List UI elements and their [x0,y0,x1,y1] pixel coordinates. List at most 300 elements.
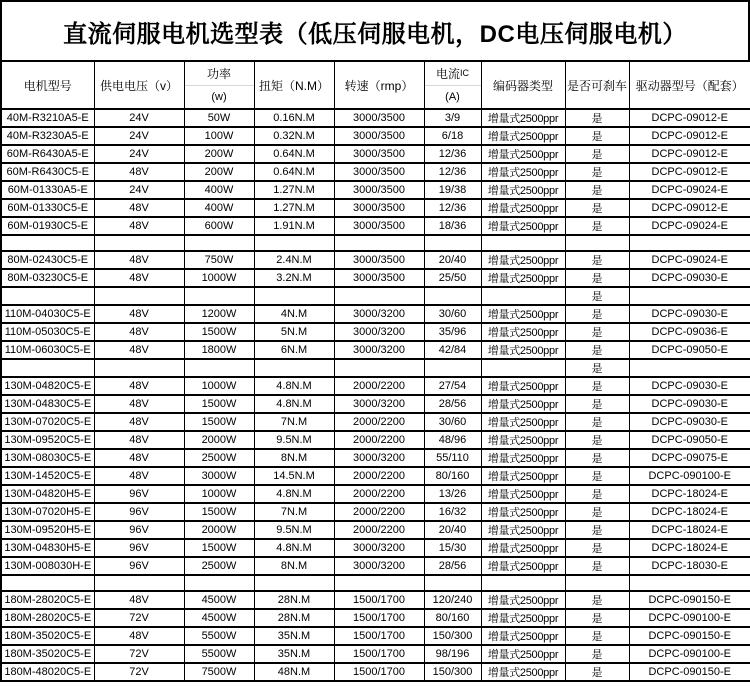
cell-torque: 9.5N.M [254,521,334,539]
cell-power [184,575,254,591]
cell-torque [254,235,334,251]
table-row [1,163,750,181]
table-row [1,591,750,609]
cell-model: 180M-35020C5-E [1,627,94,645]
cell-speed: 1500/1700 [334,663,424,681]
cell-voltage: 48V [94,217,184,235]
cell-brake: 是 [565,557,629,575]
cell-brake: 是 [565,413,629,431]
col-header-torque: 扭矩（N.M） [254,61,334,109]
cell-driver [629,575,750,591]
cell-brake: 是 [565,521,629,539]
cell-current: 6/18 [424,127,481,145]
cell-torque: 4N.M [254,305,334,323]
cell-torque: 9.5N.M [254,431,334,449]
cell-driver: DCPC-09024-E [629,181,750,199]
cell-encoder: 增量式2500ppr [481,251,565,269]
cell-voltage: 48V [94,251,184,269]
cell-speed: 3000/3500 [334,109,424,127]
cell-current: 13/26 [424,485,481,503]
cell-model: 130M-09520C5-E [1,431,94,449]
cell-encoder: 增量式2500ppr [481,323,565,341]
cell-power: 600W [184,217,254,235]
cell-current: 27/54 [424,377,481,395]
cell-voltage: 48V [94,323,184,341]
cell-model: 80M-02430C5-E [1,251,94,269]
cell-voltage: 48V [94,305,184,323]
cell-speed: 1500/1700 [334,609,424,627]
cell-encoder: 增量式2500ppr [481,539,565,557]
cell-speed: 3000/3200 [334,341,424,359]
cell-power: 7500W [184,663,254,681]
cell-power: 5500W [184,627,254,645]
cell-brake: 是 [565,591,629,609]
cell-torque [254,359,334,377]
cell-voltage: 48V [94,269,184,287]
cell-power: 1500W [184,503,254,521]
header-row [1,61,750,109]
cell-driver: DCPC-09036-E [629,323,750,341]
cell-encoder: 增量式2500ppr [481,627,565,645]
motor-selection-table [0,60,750,682]
cell-driver: DCPC-090150-E [629,591,750,609]
cell-speed: 2000/2200 [334,503,424,521]
cell-speed: 3000/3200 [334,395,424,413]
cell-encoder [481,287,565,305]
cell-voltage: 48V [94,199,184,217]
cell-encoder: 增量式2500ppr [481,663,565,681]
cell-encoder: 增量式2500ppr [481,467,565,485]
cell-torque: 0.16N.M [254,109,334,127]
cell-driver [629,235,750,251]
table-row [1,627,750,645]
cell-speed: 2000/2200 [334,467,424,485]
col-header-current-unit: (A) [425,85,481,109]
cell-driver: DCPC-18030-E [629,557,750,575]
col-header-brake: 是否可刹车 [565,61,629,109]
cell-brake: 是 [565,251,629,269]
cell-speed: 3000/3200 [334,557,424,575]
cell-encoder: 增量式2500ppr [481,341,565,359]
cell-brake: 是 [565,145,629,163]
col-header-power-label: 功率 [206,66,231,81]
cell-speed: 1500/1700 [334,591,424,609]
cell-voltage: 72V [94,609,184,627]
table-row [1,359,750,377]
cell-brake [565,235,629,251]
cell-encoder: 增量式2500ppr [481,269,565,287]
cell-power: 100W [184,127,254,145]
cell-brake: 是 [565,467,629,485]
cell-power [184,235,254,251]
table-row [1,377,750,395]
cell-model: 60M-R6430A5-E [1,145,94,163]
cell-encoder: 增量式2500ppr [481,591,565,609]
cell-power: 2500W [184,557,254,575]
cell-model: 130M-14520C5-E [1,467,94,485]
cell-current: 150/300 [424,663,481,681]
cell-speed: 3000/3200 [334,305,424,323]
cell-brake: 是 [565,539,629,557]
cell-speed [334,235,424,251]
cell-encoder: 增量式2500ppr [481,127,565,145]
cell-encoder: 增量式2500ppr [481,109,565,127]
cell-power: 400W [184,199,254,217]
cell-encoder: 增量式2500ppr [481,645,565,663]
cell-driver: DCPC-09012-E [629,109,750,127]
cell-current: 80/160 [424,467,481,485]
cell-driver: DCPC-09012-E [629,127,750,145]
cell-model: 180M-28020C5-E [1,591,94,609]
cell-driver: DCPC-09012-E [629,199,750,217]
cell-model: 130M-08030C5-E [1,449,94,467]
cell-torque: 1.27N.M [254,199,334,217]
cell-torque: 35N.M [254,645,334,663]
cell-current: 25/50 [424,269,481,287]
cell-current: 42/84 [424,341,481,359]
cell-current: 48/96 [424,431,481,449]
cell-brake: 是 [565,609,629,627]
cell-model: 40M-R3230A5-E [1,127,94,145]
cell-model [1,235,94,251]
cell-brake: 是 [565,503,629,521]
cell-torque: 0.64N.M [254,145,334,163]
cell-encoder: 增量式2500ppr [481,609,565,627]
cell-torque: 1.91N.M [254,217,334,235]
cell-brake: 是 [565,109,629,127]
cell-brake: 是 [565,431,629,449]
cell-power: 4500W [184,591,254,609]
table-row [1,645,750,663]
cell-current: 120/240 [424,591,481,609]
cell-speed [334,575,424,591]
cell-power: 400W [184,181,254,199]
cell-torque: 1.27N.M [254,181,334,199]
cell-encoder: 增量式2500ppr [481,521,565,539]
cell-torque: 48N.M [254,663,334,681]
table-row [1,235,750,251]
cell-current: 80/160 [424,609,481,627]
cell-current: 28/56 [424,395,481,413]
table-row [1,521,750,539]
cell-driver: DCPC-090100-E [629,467,750,485]
cell-voltage: 96V [94,485,184,503]
cell-voltage: 48V [94,467,184,485]
cell-model [1,287,94,305]
cell-current: 28/56 [424,557,481,575]
table-row [1,431,750,449]
cell-power: 1500W [184,395,254,413]
table-row [1,485,750,503]
cell-driver: DCPC-09012-E [629,163,750,181]
cell-driver [629,359,750,377]
cell-speed: 3000/3200 [334,449,424,467]
cell-power: 1200W [184,305,254,323]
cell-voltage [94,575,184,591]
cell-current: 19/38 [424,181,481,199]
cell-torque: 4.8N.M [254,539,334,557]
cell-power: 1500W [184,539,254,557]
cell-brake [565,575,629,591]
cell-torque [254,287,334,305]
cell-torque: 14.5N.M [254,467,334,485]
cell-speed: 3000/3500 [334,251,424,269]
cell-model [1,575,94,591]
cell-voltage: 24V [94,145,184,163]
table-row [1,575,750,591]
cell-power: 3000W [184,467,254,485]
cell-voltage [94,359,184,377]
cell-voltage: 48V [94,341,184,359]
cell-driver: DCPC-09075-E [629,449,750,467]
cell-speed: 3000/3500 [334,163,424,181]
col-header-voltage: 供电电压（v） [94,61,184,109]
table-row [1,217,750,235]
cell-speed: 2000/2200 [334,431,424,449]
cell-driver: DCPC-090150-E [629,663,750,681]
col-header-model: 电机型号 [1,61,94,109]
cell-brake: 是 [565,359,629,377]
cell-model: 40M-R3210A5-E [1,109,94,127]
cell-torque: 2.4N.M [254,251,334,269]
cell-brake: 是 [565,199,629,217]
cell-encoder: 增量式2500ppr [481,181,565,199]
cell-speed: 2000/2200 [334,377,424,395]
cell-speed: 3000/3500 [334,217,424,235]
cell-current: 15/30 [424,539,481,557]
cell-brake: 是 [565,181,629,199]
table-row [1,467,750,485]
cell-voltage: 96V [94,503,184,521]
cell-model: 130M-008030H-E [1,557,94,575]
cell-model: 180M-48020C5-E [1,663,94,681]
cell-torque: 4.8N.M [254,485,334,503]
cell-driver: DCPC-09030-E [629,269,750,287]
cell-voltage: 48V [94,627,184,645]
cell-current: 12/36 [424,199,481,217]
cell-brake: 是 [565,341,629,359]
cell-voltage: 48V [94,591,184,609]
cell-model: 110M-04030C5-E [1,305,94,323]
col-header-current-label-suffix: IC [460,68,469,79]
cell-current: 55/110 [424,449,481,467]
cell-driver: DCPC-090150-E [629,627,750,645]
cell-power [184,359,254,377]
cell-power: 200W [184,145,254,163]
cell-current: 20/40 [424,251,481,269]
cell-voltage: 48V [94,449,184,467]
cell-model: 80M-03230C5-E [1,269,94,287]
cell-torque: 8N.M [254,557,334,575]
cell-driver: DCPC-09030-E [629,305,750,323]
cell-voltage: 48V [94,413,184,431]
cell-speed: 2000/2200 [334,485,424,503]
cell-model: 130M-04830H5-E [1,539,94,557]
cell-torque: 7N.M [254,503,334,521]
cell-power: 750W [184,251,254,269]
cell-power: 4500W [184,609,254,627]
cell-speed [334,287,424,305]
cell-model [1,359,94,377]
cell-driver: DCPC-09024-E [629,217,750,235]
cell-voltage [94,235,184,251]
cell-encoder [481,235,565,251]
table-row [1,539,750,557]
cell-speed: 3000/3500 [334,269,424,287]
cell-brake: 是 [565,627,629,645]
cell-model: 130M-04820H5-E [1,485,94,503]
col-header-power [184,61,254,109]
cell-speed: 3000/3200 [334,539,424,557]
cell-torque: 4.8N.M [254,395,334,413]
cell-power [184,287,254,305]
cell-torque: 0.64N.M [254,163,334,181]
table-row [1,609,750,627]
cell-encoder: 增量式2500ppr [481,377,565,395]
cell-model: 180M-35020C5-E [1,645,94,663]
cell-voltage: 96V [94,521,184,539]
cell-encoder: 增量式2500ppr [481,503,565,521]
cell-current [424,359,481,377]
cell-power: 1000W [184,269,254,287]
cell-encoder: 增量式2500ppr [481,557,565,575]
cell-brake: 是 [565,163,629,181]
cell-encoder: 增量式2500ppr [481,485,565,503]
cell-power: 1000W [184,485,254,503]
col-header-speed: 转速（rmp） [334,61,424,109]
cell-speed: 3000/3500 [334,181,424,199]
cell-model: 130M-07020H5-E [1,503,94,521]
cell-brake: 是 [565,269,629,287]
cell-speed: 3000/3200 [334,323,424,341]
cell-model: 60M-01330A5-E [1,181,94,199]
cell-brake: 是 [565,395,629,413]
cell-brake: 是 [565,305,629,323]
cell-voltage: 96V [94,539,184,557]
table-row [1,449,750,467]
table-row [1,109,750,127]
cell-current: 98/196 [424,645,481,663]
table-row [1,199,750,217]
cell-brake: 是 [565,217,629,235]
cell-driver: DCPC-090100-E [629,645,750,663]
cell-model: 130M-04820C5-E [1,377,94,395]
cell-current: 35/96 [424,323,481,341]
cell-brake: 是 [565,127,629,145]
cell-encoder: 增量式2500ppr [481,163,565,181]
cell-voltage: 24V [94,181,184,199]
cell-driver: DCPC-09030-E [629,377,750,395]
table-row [1,413,750,431]
cell-brake: 是 [565,377,629,395]
cell-encoder: 增量式2500ppr [481,413,565,431]
cell-torque [254,575,334,591]
cell-voltage [94,287,184,305]
col-header-encoder: 编码器类型 [481,61,565,109]
cell-current [424,287,481,305]
cell-model: 130M-09520H5-E [1,521,94,539]
cell-voltage: 48V [94,377,184,395]
cell-voltage: 24V [94,109,184,127]
table-row [1,287,750,305]
table-row [1,503,750,521]
cell-encoder: 增量式2500ppr [481,199,565,217]
cell-torque: 6N.M [254,341,334,359]
table-row [1,251,750,269]
cell-encoder: 增量式2500ppr [481,395,565,413]
table-row [1,269,750,287]
cell-power: 1500W [184,413,254,431]
cell-model: 130M-07020C5-E [1,413,94,431]
cell-power: 5500W [184,645,254,663]
cell-encoder: 增量式2500ppr [481,449,565,467]
cell-driver: DCPC-09030-E [629,395,750,413]
table-row [1,341,750,359]
cell-power: 1000W [184,377,254,395]
cell-model: 60M-01330C5-E [1,199,94,217]
cell-model: 110M-06030C5-E [1,341,94,359]
cell-current: 16/32 [424,503,481,521]
cell-driver: DCPC-090100-E [629,609,750,627]
cell-voltage: 48V [94,431,184,449]
cell-brake: 是 [565,663,629,681]
cell-current [424,235,481,251]
cell-speed: 2000/2200 [334,521,424,539]
col-header-driver: 驱动器型号（配套） [629,61,750,109]
cell-power: 50W [184,109,254,127]
cell-speed [334,359,424,377]
cell-current: 150/300 [424,627,481,645]
cell-current: 20/40 [424,521,481,539]
cell-current: 18/36 [424,217,481,235]
cell-power: 200W [184,163,254,181]
cell-voltage: 48V [94,163,184,181]
cell-driver: DCPC-09050-E [629,431,750,449]
cell-encoder [481,359,565,377]
cell-current: 3/9 [424,109,481,127]
table-body [1,109,750,681]
col-header-current [424,61,481,109]
table-row [1,181,750,199]
cell-brake: 是 [565,287,629,305]
cell-power: 2500W [184,449,254,467]
cell-driver [629,287,750,305]
cell-brake: 是 [565,485,629,503]
cell-driver: DCPC-09012-E [629,145,750,163]
cell-speed: 2000/2200 [334,413,424,431]
cell-encoder: 增量式2500ppr [481,145,565,163]
col-header-power-unit: (w) [185,85,254,109]
cell-torque: 5N.M [254,323,334,341]
cell-model: 180M-28020C5-E [1,609,94,627]
cell-power: 2000W [184,521,254,539]
table-row [1,395,750,413]
cell-current: 30/60 [424,305,481,323]
cell-power: 2000W [184,431,254,449]
cell-torque: 8N.M [254,449,334,467]
cell-driver: DCPC-18024-E [629,521,750,539]
cell-voltage: 48V [94,395,184,413]
cell-encoder: 增量式2500ppr [481,217,565,235]
col-header-current-label: 电流 [435,66,460,81]
table-row [1,127,750,145]
cell-power: 1500W [184,323,254,341]
cell-driver: DCPC-09024-E [629,251,750,269]
cell-driver: DCPC-18024-E [629,503,750,521]
cell-torque: 28N.M [254,591,334,609]
cell-brake: 是 [565,449,629,467]
cell-current: 30/60 [424,413,481,431]
